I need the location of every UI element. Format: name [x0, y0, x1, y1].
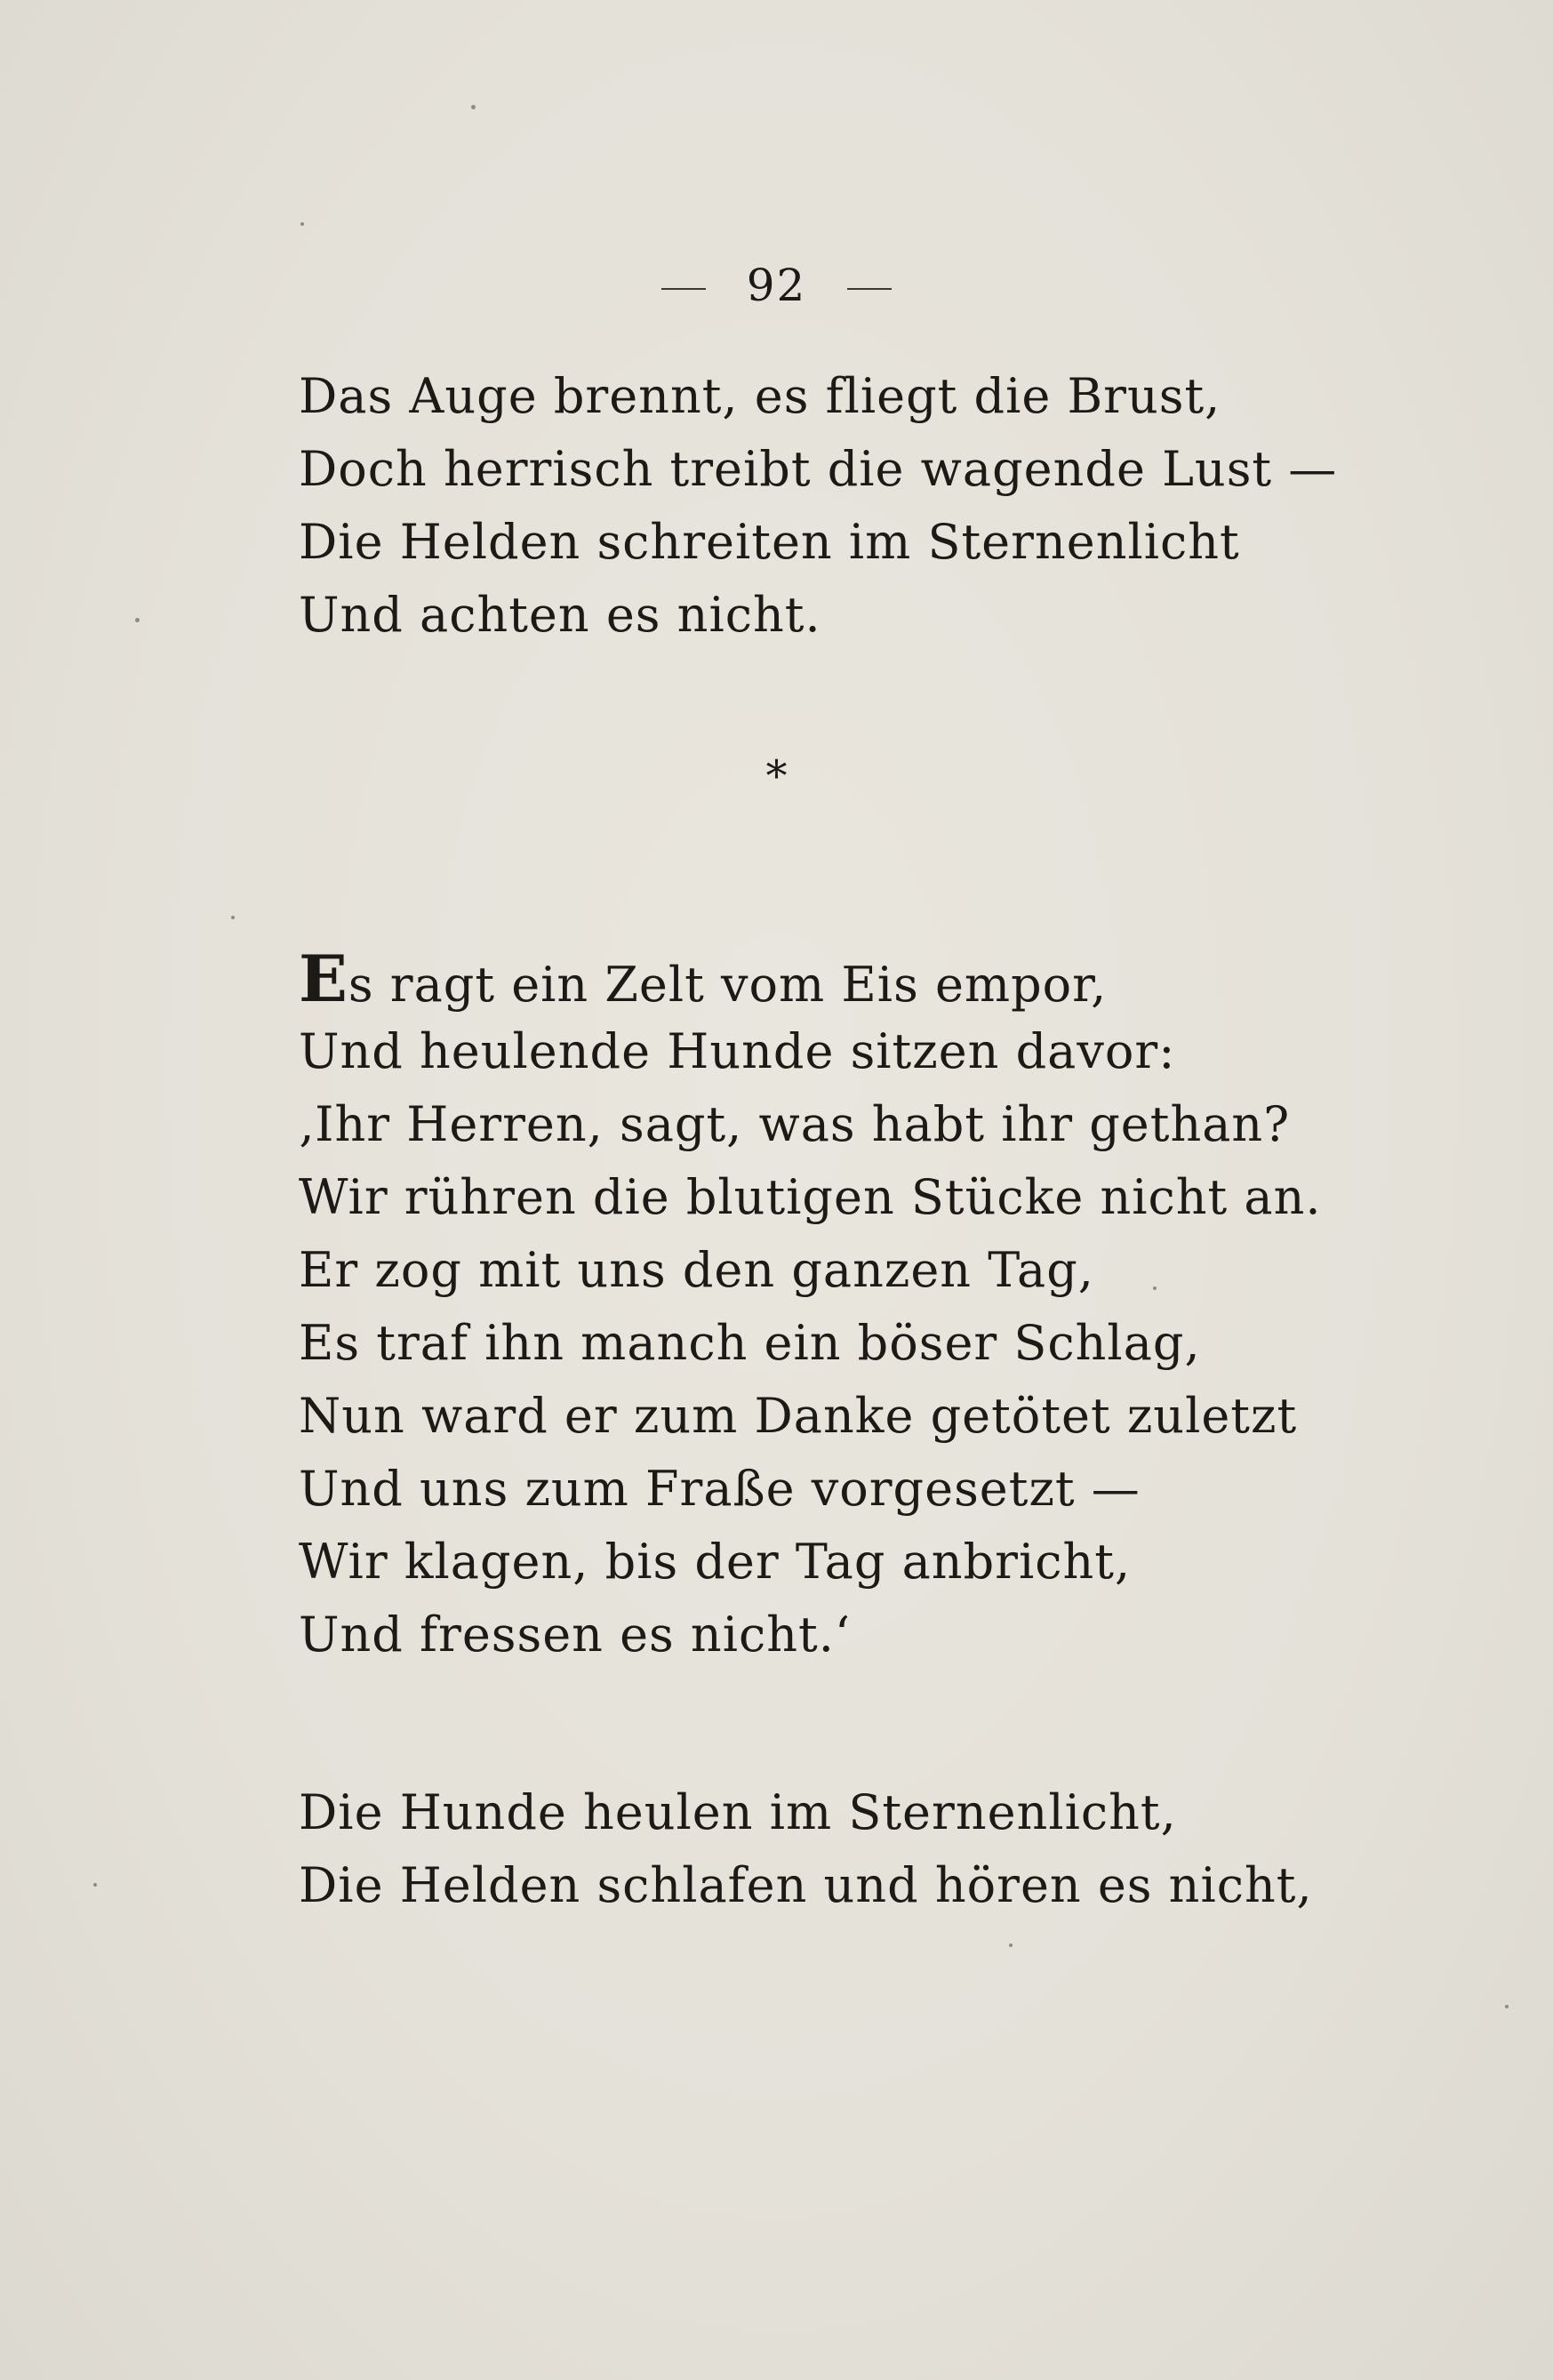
- verse-line: Wir rühren die blutigen Stücke nicht an.: [299, 1169, 1322, 1225]
- paper-speck: [231, 916, 235, 919]
- paper-speck: [300, 222, 304, 226]
- verse-line: Nun ward er zum Danke getötet zuletzt: [299, 1388, 1298, 1444]
- first-line-text: s ragt ein Zelt vom Eis empor,: [348, 957, 1108, 1013]
- verse-line: Das Auge brennt, es fliegt die Brust,: [299, 368, 1221, 424]
- verse-line: Wir klagen, bis der Tag anbricht,: [299, 1534, 1132, 1590]
- verse-line: Doch herrisch treibt die wagende Lust —: [299, 441, 1338, 497]
- verse-line: Und fressen es nicht.‘: [299, 1607, 852, 1663]
- verse-line: Und achten es nicht.: [299, 587, 821, 643]
- stanza-3: [299, 1776, 1313, 1922]
- verse-line: Und uns zum Fraße vorgesetzt —: [299, 1461, 1141, 1517]
- verse-line: Er zog mit uns den ganzen Tag,: [299, 1242, 1094, 1298]
- page-number: 92: [746, 260, 807, 311]
- paper-speck: [1153, 1286, 1157, 1290]
- verse-line: Die Helden schlafen und hören es nicht,: [299, 1857, 1313, 1913]
- paper-speck: [471, 105, 476, 109]
- paper-speck: [93, 1883, 97, 1887]
- page-number-header: [0, 260, 1553, 311]
- paper-speck: [135, 618, 140, 622]
- stanza-2: [299, 941, 1322, 1671]
- verse-line: Es traf ihn manch ein böser Schlag,: [299, 1315, 1201, 1371]
- verse-line-first: [299, 942, 1277, 1015]
- right-dash: [847, 288, 892, 290]
- paper-speck: [1009, 1943, 1013, 1947]
- verse-line: Die Helden schreiten im Sternenlicht: [299, 514, 1240, 570]
- section-separator: *: [765, 751, 788, 801]
- drop-cap: E: [299, 941, 348, 1016]
- verse-line: Die Hunde heulen im Sternenlicht,: [299, 1784, 1177, 1840]
- paper-speck: [1505, 2005, 1509, 2008]
- left-dash: [661, 288, 706, 290]
- verse-line: Und heulende Hunde sitzen davor:: [299, 1023, 1176, 1079]
- verse-line: ‚Ihr Herren, sagt, was habt ihr gethan?: [299, 1096, 1291, 1152]
- stanza-1: [299, 360, 1338, 652]
